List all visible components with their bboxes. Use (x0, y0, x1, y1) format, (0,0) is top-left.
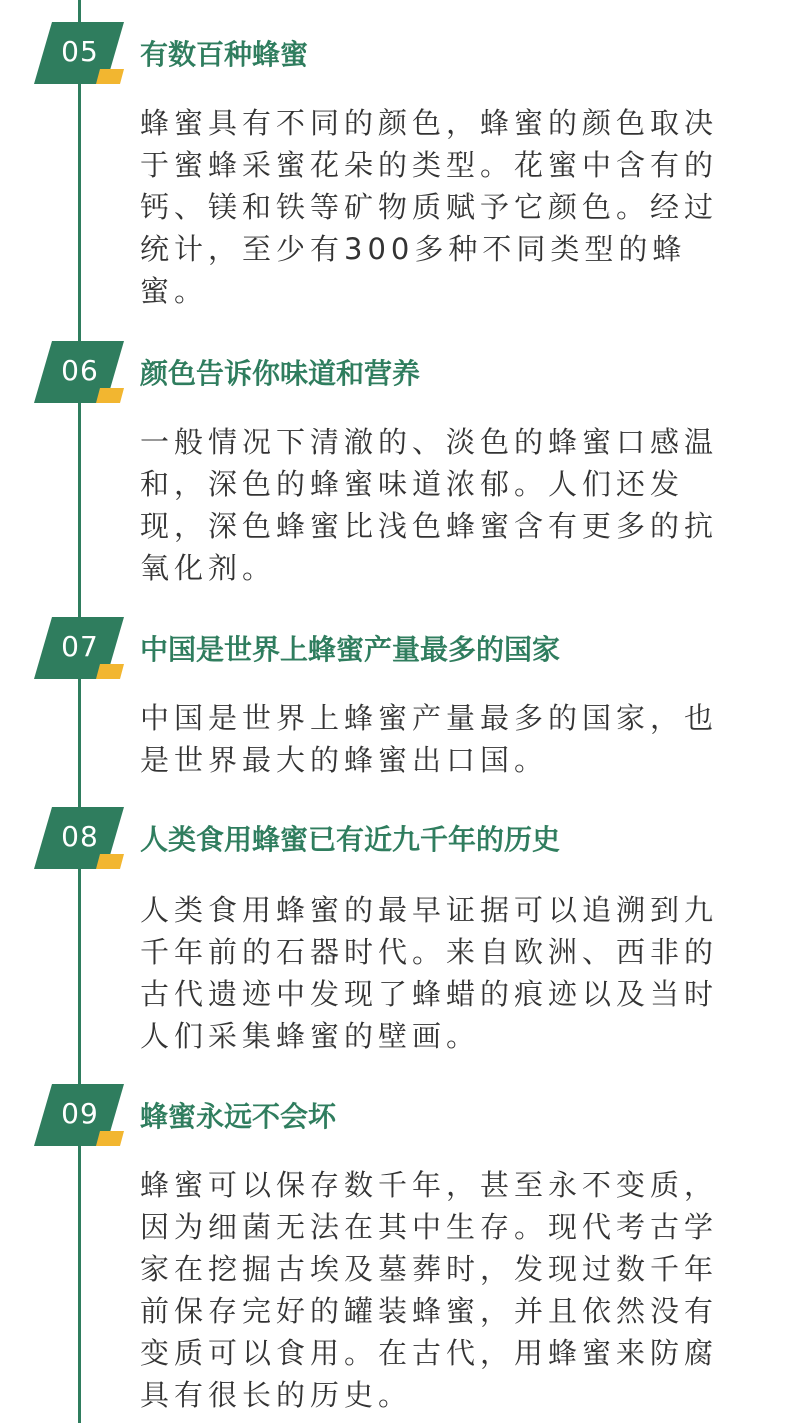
body-line: 变质可以食用。在古代，用蜂蜜来防腐 (140, 1336, 719, 1370)
body-line: 因为细菌无法在其中生存。现代考古学 (140, 1210, 719, 1244)
section-body (140, 697, 730, 781)
body-line: 现，深色蜂蜜比浅色蜂蜜含有更多的抗 (140, 509, 719, 543)
body-line: 人们采集蜂蜜的壁画。 (140, 1019, 481, 1053)
section-title: 蜂蜜永远不会坏 (140, 1100, 337, 1133)
section-number: 08 (61, 820, 99, 853)
timeline-line (78, 0, 81, 1423)
body-line: 家在挖掘古埃及墓葬时，发现过数千年 (140, 1252, 719, 1286)
section-number: 05 (61, 35, 99, 68)
body-line: 蜜。 (140, 274, 209, 308)
body-line: 蜂蜜可以保存数千年，甚至永不变质， (140, 1168, 719, 1202)
section-title: 人类食用蜂蜜已有近九千年的历史 (140, 823, 561, 856)
section-number-badge (34, 341, 124, 403)
section-body (140, 421, 730, 589)
section-body (140, 102, 730, 312)
body-line: 中国是世界上蜂蜜产量最多的国家，也 (140, 701, 719, 735)
body-line: 古代遗迹中发现了蜂蜡的痕迹以及当时 (140, 977, 719, 1011)
section-number: 07 (61, 630, 99, 663)
section-number-badge (34, 1084, 124, 1146)
section-number-badge (34, 617, 124, 679)
body-line: 和，深色的蜂蜜味道浓郁。人们还发 (140, 467, 685, 501)
body-line: 一般情况下清澈的、淡色的蜂蜜口感温 (140, 425, 719, 459)
section-number: 06 (61, 354, 99, 387)
body-line: 千年前的石器时代。来自欧洲、西非的 (140, 935, 719, 969)
body-line: 于蜜蜂采蜜花朵的类型。花蜜中含有的 (140, 148, 719, 182)
section-title: 有数百种蜂蜜 (140, 38, 309, 71)
body-line: 前保存完好的罐装蜂蜜，并且依然没有 (140, 1294, 719, 1328)
section-body (140, 889, 730, 1057)
section-number: 09 (61, 1097, 99, 1130)
body-line: 统计，至少有300多种不同类型的蜂 (140, 232, 687, 266)
body-line: 氧化剂。 (140, 551, 277, 585)
body-line: 蜂蜜具有不同的颜色，蜂蜜的颜色取决 (140, 106, 719, 140)
section-body (140, 1164, 730, 1416)
body-line: 钙、镁和铁等矿物质赋予它颜色。经过 (140, 190, 719, 224)
body-line: 人类食用蜂蜜的最早证据可以追溯到九 (140, 893, 719, 927)
body-line: 具有很长的历史。 (140, 1378, 413, 1412)
section-number-badge (34, 22, 124, 84)
section-title: 中国是世界上蜂蜜产量最多的国家 (140, 633, 561, 666)
section-number-badge (34, 807, 124, 869)
body-line: 是世界最大的蜂蜜出口国。 (140, 743, 549, 777)
section-title: 颜色告诉你味道和营养 (140, 357, 421, 390)
